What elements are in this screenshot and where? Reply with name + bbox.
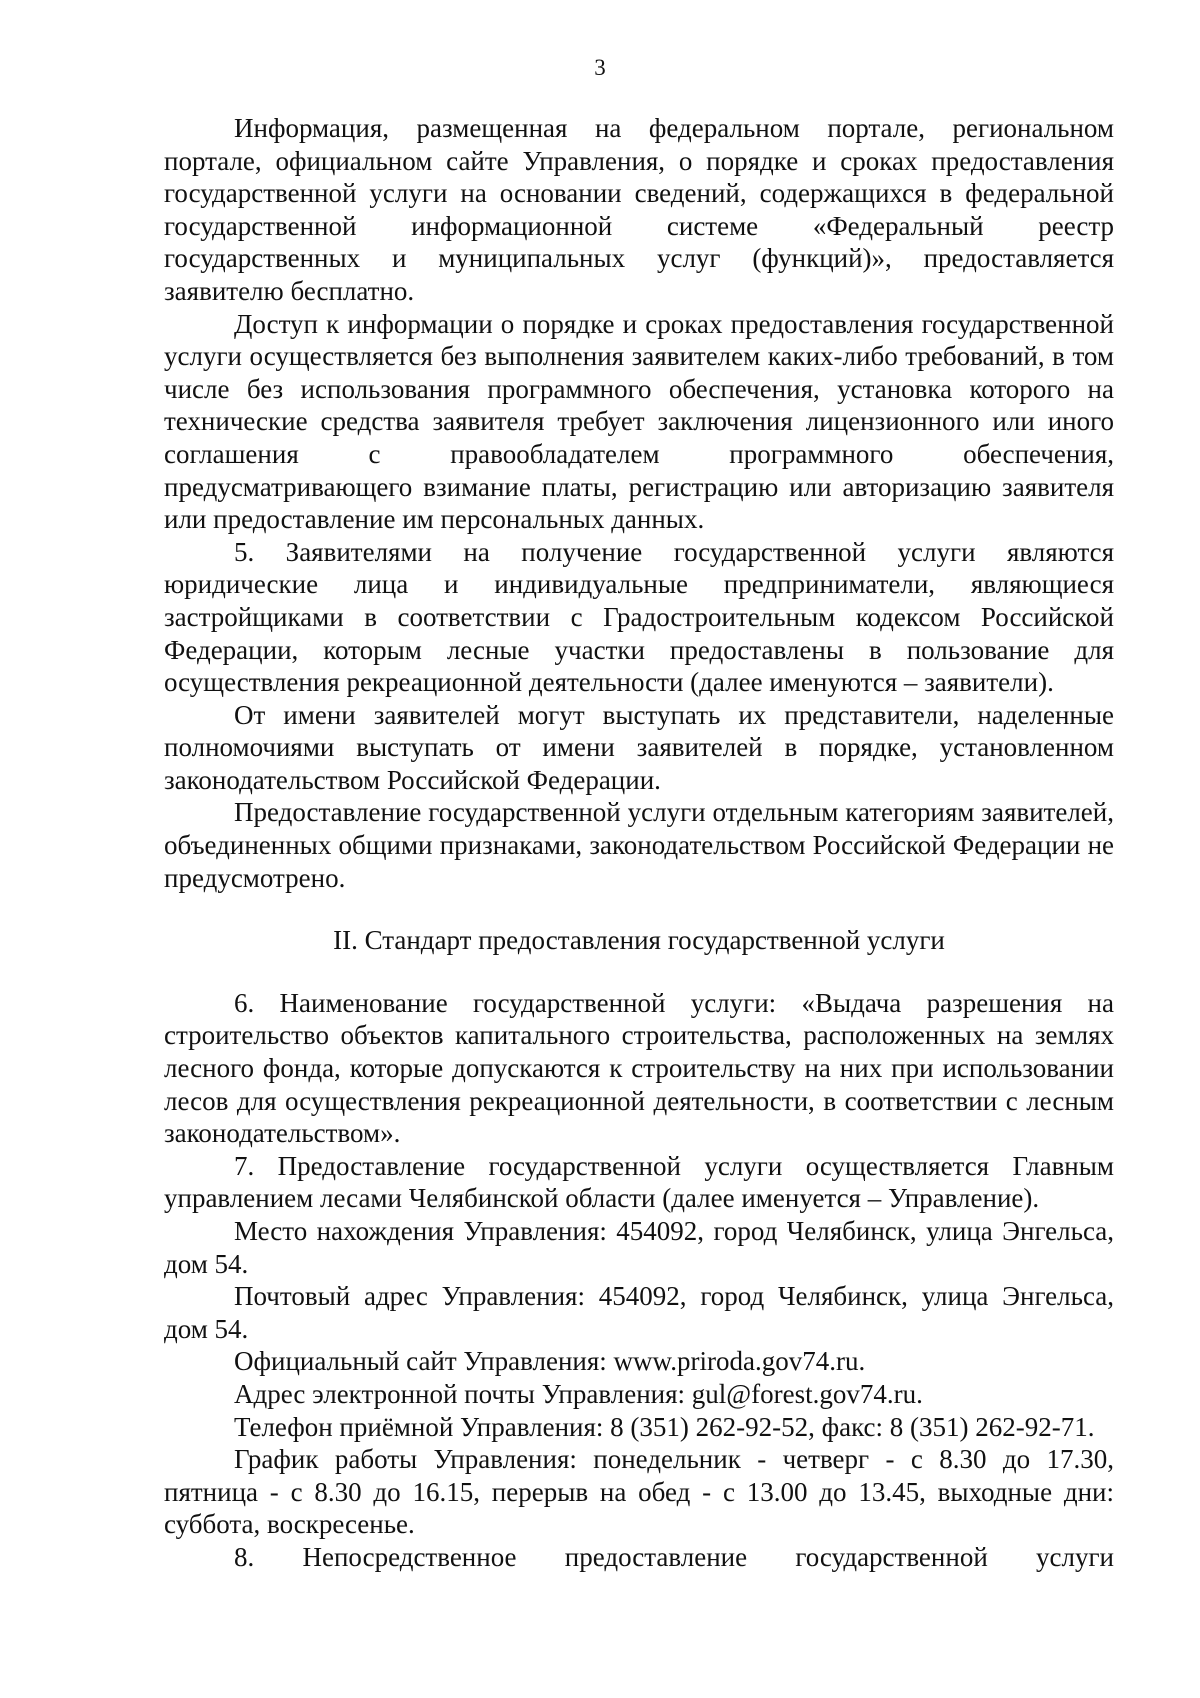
paragraph-location: Место нахождения Управления: 454092, город Челябинск, улица Энгельса, дом 54. [164,1216,1114,1279]
paragraph-representatives: От имени заявителей могут выступать их представители, наделенные полномочиями выступать от имени заявителей в порядке, установленном законодательством Российской Федерации. [164,699,1114,795]
paragraph-provider: 7. Предоставление государственной услуги осуществляется Главным управлением лесами Челябинской области (далее именуется – Управление). [164,1150,1114,1214]
paragraph-service-name: 6. Наименование государственной услуги: «Выдача разрешения на строительство объектов капитального строительства, расположенных на землях лесного фонда, которые допускаются к строительству на них при использовании лесов для осуществления рекреационной деятельности, в соответствии с лесным законодательством». [164,987,1114,1149]
paragraph-postal-address: Почтовый адрес Управления: 454092, город Челябинск, улица Энгельса, дом 54. [164,1281,1114,1344]
paragraph-direct-provision: 8. Непосредственное предоставление государственной услуги [234,1541,1114,1572]
paragraph-access-info: Доступ к информации о порядке и сроках предоставления государственной услуги осуществляется без выполнения заявителем каких-либо требований, в том числе без использования программного обеспечения, установка которого на технические средства заявителя требует заключения лицензионного или иного соглашения с правообладателем программного обеспечения, предусматривающего взимание платы, регистрацию или авторизацию заявителя или предоставление им персональных данных. [164,308,1114,535]
page-number: 3 [594,55,606,80]
paragraph-applicants: 5. Заявителями на получение государственной услуги являются юридические лица и индивидуальные предприниматели, являющиеся застройщиками в соответствии с Градостроительным кодексом Российской Федерации, которым лесные участки предоставлены в пользование для осуществления рекреационной деятельности (далее именуются – заявители). [164,536,1114,698]
section-heading: II. Стандарт предоставления государственной услуги [333,925,945,956]
paragraph-email: Адрес электронной почты Управления: gul@forest.gov74.ru. [234,1378,923,1409]
paragraph-phone: Телефон приёмной Управления: 8 (351) 262-92-52, факс: 8 (351) 262-92-71. [234,1411,1095,1442]
paragraph-schedule: График работы Управления: понедельник - четверг - с 8.30 до 17.30, пятница - с 8.30 до 16.15, перерыв на обед - с 13.00 до 13.45, выходные дни: суббота, воскресенье. [164,1444,1114,1540]
paragraph-website: Официальный сайт Управления: www.priroda.gov74.ru. [234,1346,866,1377]
paragraph-categories: Предоставление государственной услуги отдельным категориям заявителей, объединенных общими признаками, законодательством Российской Федерации не предусмотрено. [164,797,1114,893]
paragraph-info-free: Информация, размещенная на федеральном портале, региональном портале, официальном сайте Управления, о порядке и сроках предоставления государственной услуги на основании сведений, содержащихся в федеральной государственной информационной системе «Федеральный реестр государственных и муниципальных услуг (функций)», предоставляется заявителю бесплатно. [164,113,1114,306]
document-body [164,112,1114,1574]
